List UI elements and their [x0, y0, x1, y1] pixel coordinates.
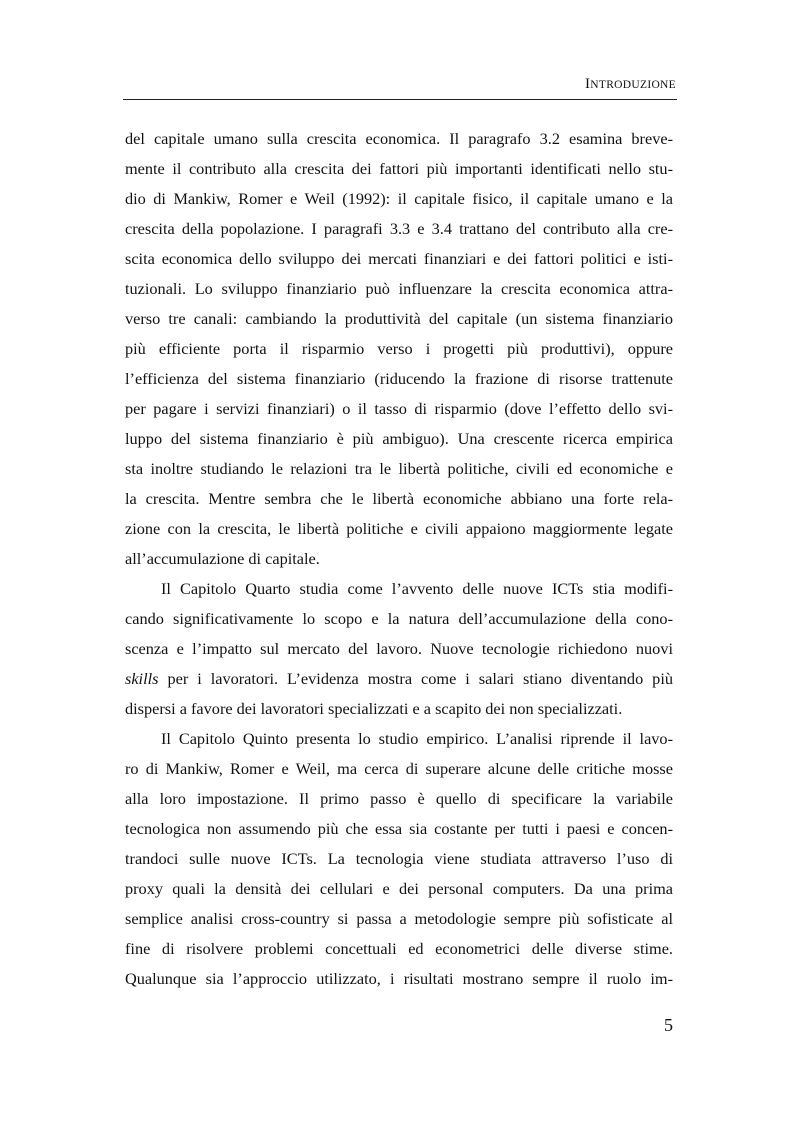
text-line: del capitale umano sulla crescita economica. Il paragrafo 3.2 esamina breve-	[125, 129, 673, 148]
running-head-initial: I	[584, 76, 591, 92]
paragraph-1	[125, 124, 673, 574]
main-text	[125, 124, 673, 994]
text-line: trandoci sulle nuove ICTs. La tecnologia viene studiata attraverso l’uso di	[125, 849, 673, 868]
running-head-rest: NTRODUZIONE	[590, 79, 676, 91]
text-line: per pagare i servizi finanziari) o il tasso di risparmio (dove l’effetto dello svi-	[125, 399, 673, 418]
paragraph-2	[125, 574, 673, 724]
text-line: verso tre canali: cambiando la produttività del capitale (un sistema finanziario	[125, 309, 673, 328]
text-line: proxy quali la densità dei cellulari e dei personal computers. Da una prima	[125, 879, 673, 898]
text-line: luppo del sistema finanziario è più ambiguo). Una crescente ricerca empirica	[125, 429, 673, 448]
page-number: 5	[664, 1015, 673, 1035]
text-line: tecnologica non assumendo più che essa sia costante per tutti i paesi e concen-	[125, 819, 673, 838]
italic-term: skills	[125, 669, 159, 688]
text-line: più efficiente porta il risparmio verso i progetti più produttivi), oppure	[125, 339, 673, 358]
text-line: Il Capitolo Quinto presenta lo studio empirico. L’analisi riprende il lavo-	[161, 729, 673, 748]
text-line: alla loro impostazione. Il primo passo è quello di specificare la variabile	[125, 789, 673, 808]
text-line: la crescita. Mentre sembra che le libertà economiche abbiano una forte rela-	[125, 489, 673, 508]
text-line: cando significativamente lo scopo e la natura dell’accumulazione della cono-	[125, 609, 673, 628]
text-line: dio di Mankiw, Romer e Weil (1992): il capitale fisico, il capitale umano e la	[125, 189, 673, 208]
text-line: fine di risolvere problemi concettuali ed econometrici delle diverse stime.	[125, 939, 673, 958]
text-line-with-italic	[125, 664, 673, 694]
text-line: l’efficienza del sistema finanziario (riducendo la frazione di risorse trattenute	[125, 369, 673, 388]
header-rule	[123, 99, 677, 100]
text-line: Il Capitolo Quarto studia come l’avvento delle nuove ICTs stia modifi-	[161, 579, 673, 598]
text-line: crescita della popolazione. I paragrafi 3.3 e 3.4 trattano del contributo alla cre-	[125, 219, 673, 238]
text-line: Qualunque sia l’approccio utilizzato, i risultati mostrano sempre il ruolo im-	[125, 969, 673, 988]
text-line: scenza e l’impatto sul mercato del lavoro. Nuove tecnologie richiedono nuovi	[125, 639, 673, 658]
text-line: zione con la crescita, le libertà politiche e civili appaiono maggiormente legate	[125, 519, 673, 538]
text-line: scita economica dello sviluppo dei mercati finanziari e dei fattori politici e isti-	[125, 249, 673, 268]
running-head	[123, 76, 676, 93]
text-line: dispersi a favore dei lavoratori specializzati e a scapito dei non specializzati.	[125, 699, 623, 718]
text-line: sta inoltre studiando le relazioni tra le libertà politiche, civili ed economiche e	[125, 459, 673, 478]
text-line: all’accumulazione di capitale.	[125, 549, 320, 568]
text-line: tuzionali. Lo sviluppo finanziario può influenzare la crescita economica attra-	[125, 279, 673, 298]
text-line: mente il contributo alla crescita dei fattori più importanti identificati nello stu-	[125, 159, 673, 178]
text-line: semplice analisi cross-country si passa a metodologie sempre più sofisticate al	[125, 909, 673, 928]
paragraph-3	[125, 724, 673, 994]
text-line: ro di Mankiw, Romer e Weil, ma cerca di superare alcune delle critiche mosse	[125, 759, 673, 778]
text-line-rest: per i lavoratori. L’evidenza mostra come i salari stiano diventando più	[167, 669, 673, 688]
